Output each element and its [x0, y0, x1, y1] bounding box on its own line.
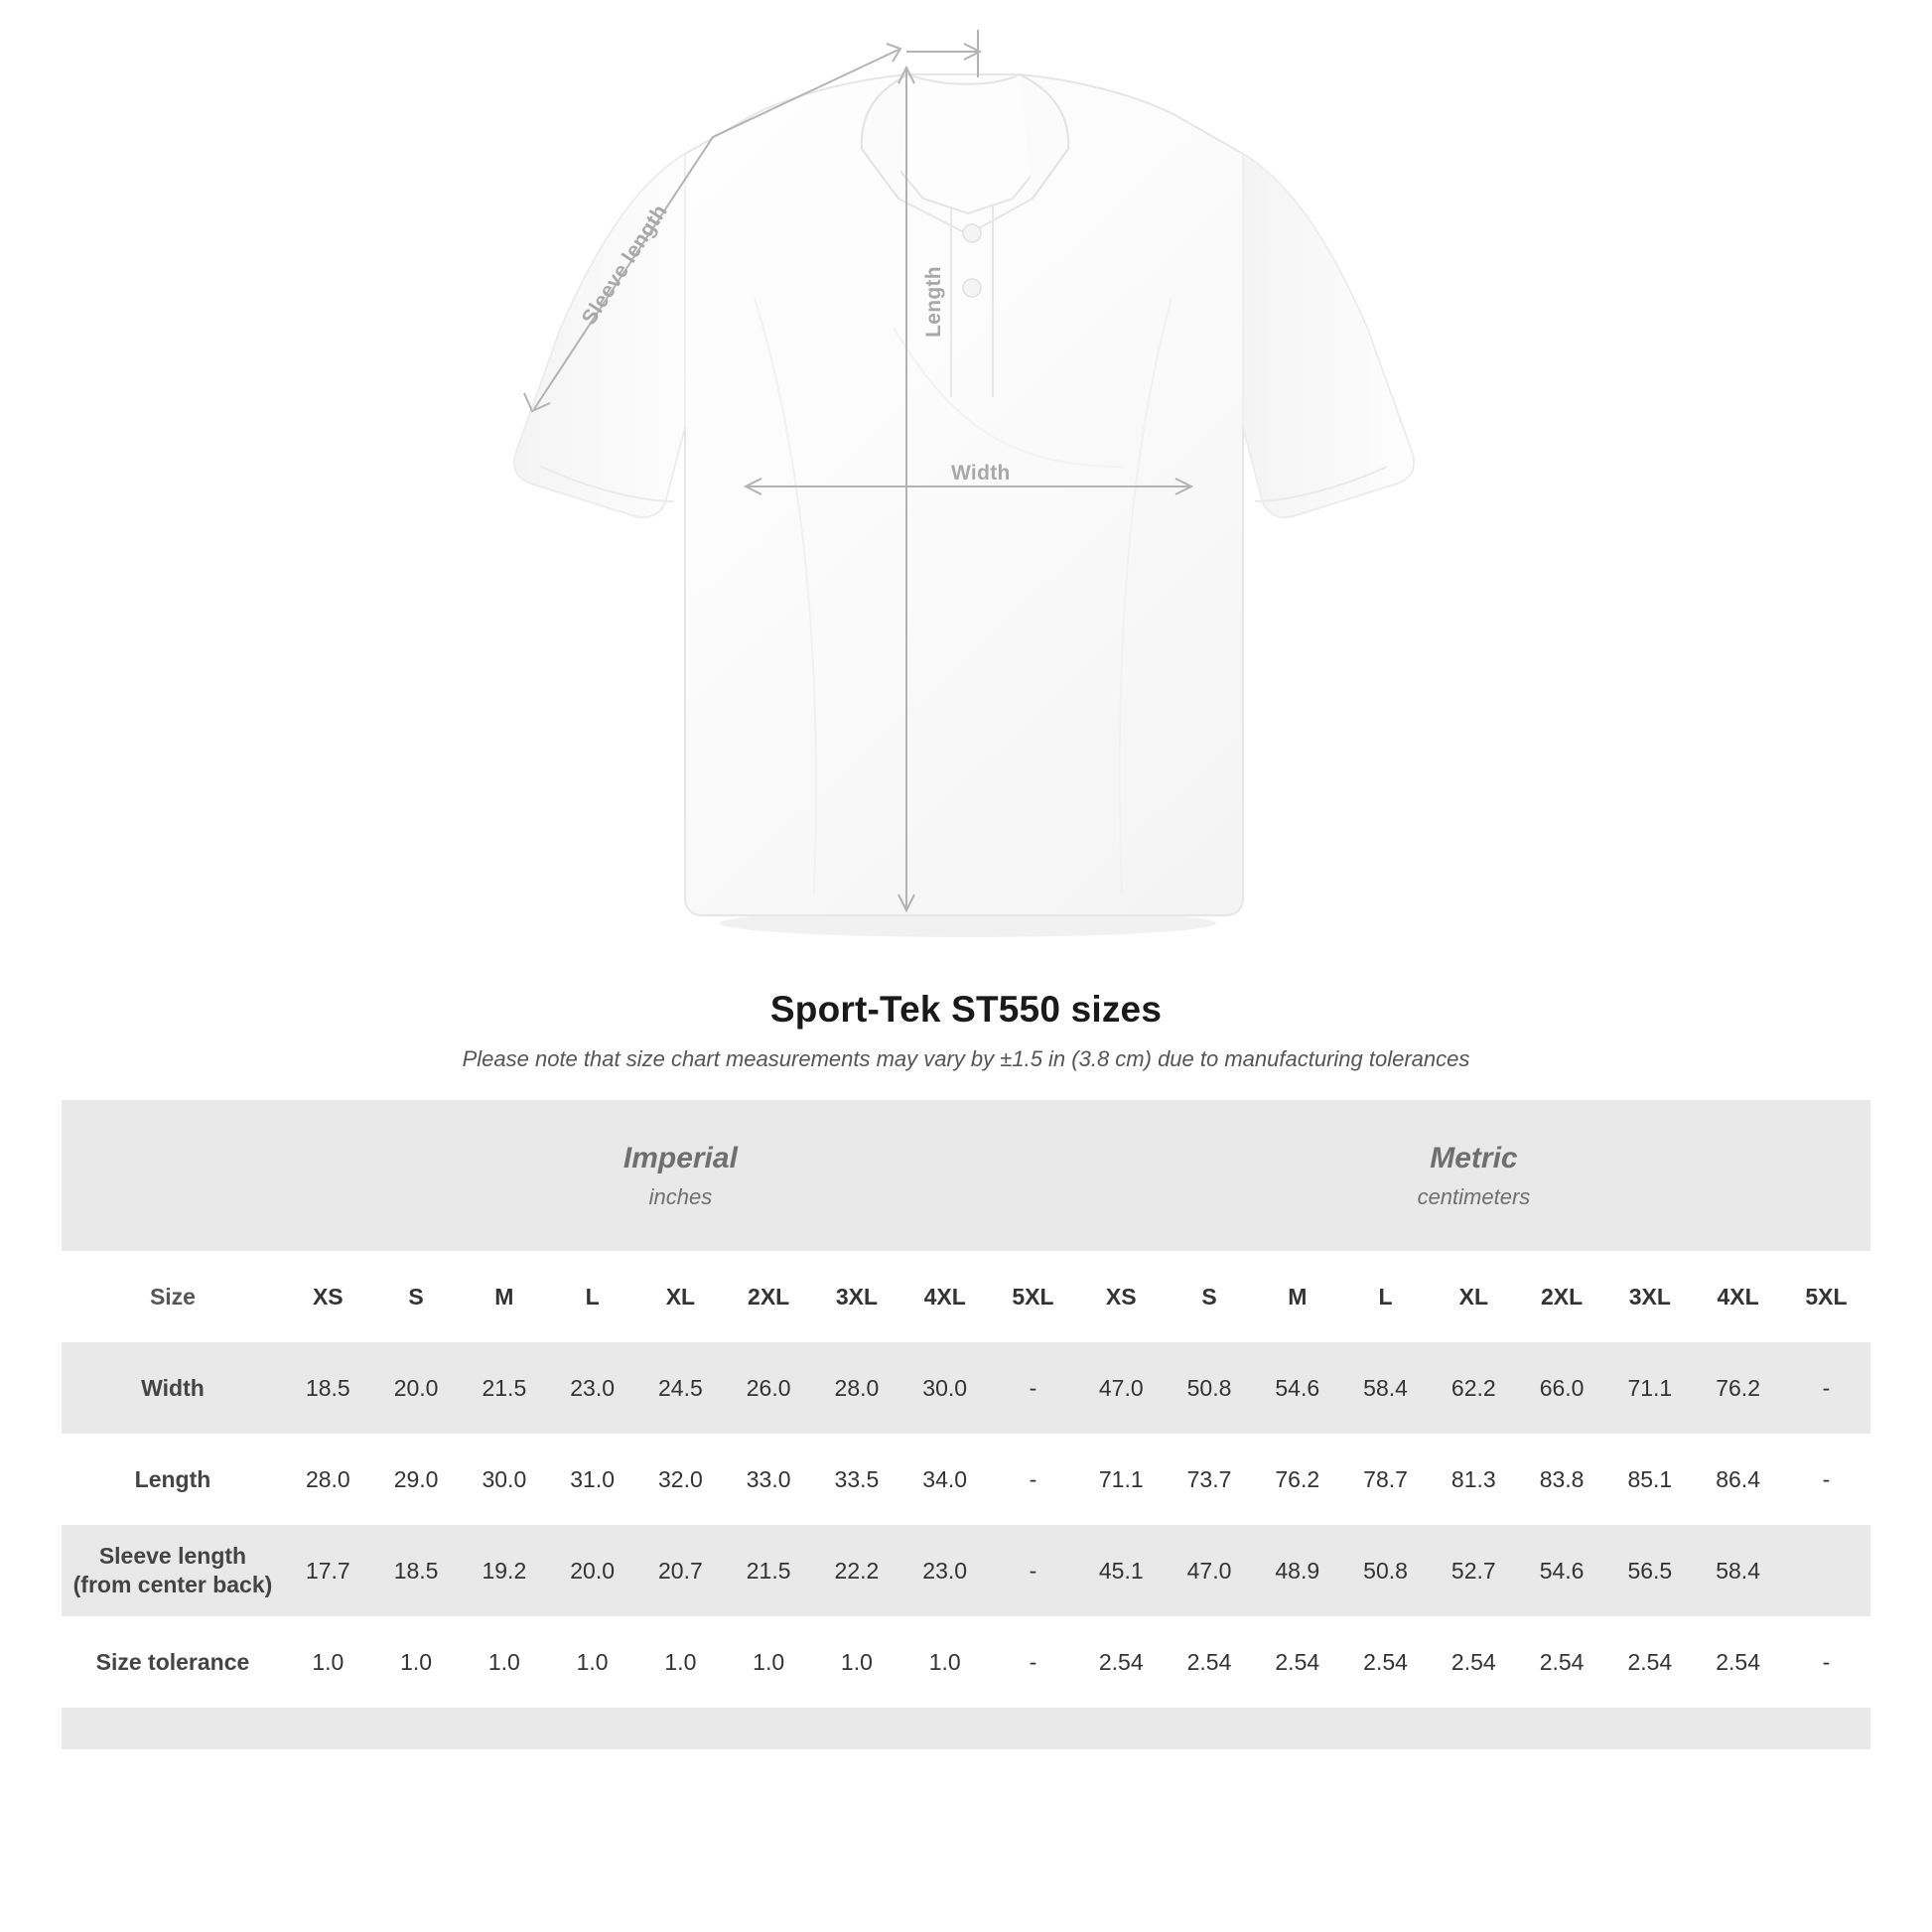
cell: 2.54 [1605, 1616, 1694, 1708]
cell: 1.0 [900, 1616, 989, 1708]
imperial-header [284, 1100, 1077, 1251]
table-row [62, 1434, 1870, 1525]
cell: 33.5 [813, 1434, 901, 1525]
row-label-line1: Sleeve length [98, 1543, 247, 1570]
col-header-met-xl: XL [1430, 1251, 1518, 1342]
cell: 1.0 [372, 1616, 461, 1708]
cell: 22.2 [813, 1525, 901, 1616]
cell: - [1782, 1616, 1870, 1708]
cell: 28.0 [813, 1342, 901, 1434]
cell: - [1782, 1342, 1870, 1434]
cell: 47.0 [1166, 1525, 1254, 1616]
cell: 1.0 [548, 1616, 636, 1708]
cell: 58.4 [1341, 1342, 1430, 1434]
cell: 2.54 [1430, 1616, 1518, 1708]
cell: 73.7 [1166, 1434, 1254, 1525]
unit-header-spacer [62, 1100, 284, 1251]
row-label-line2: (from center back) [72, 1572, 273, 1597]
col-header-imp-m: M [460, 1251, 548, 1342]
cell: 20.7 [636, 1525, 725, 1616]
cell: 24.5 [636, 1342, 725, 1434]
cell: 31.0 [548, 1434, 636, 1525]
cell: 26.0 [725, 1342, 813, 1434]
col-header-imp-xl: XL [636, 1251, 725, 1342]
cell: 47.0 [1077, 1342, 1166, 1434]
size-header-label: Size [62, 1251, 284, 1342]
cell: 50.8 [1166, 1342, 1254, 1434]
metric-label: Metric [1430, 1142, 1518, 1174]
table-footer-band [62, 1708, 1870, 1749]
col-header-imp-5xl: 5XL [989, 1251, 1077, 1342]
cell: 21.5 [460, 1342, 548, 1434]
cell: 1.0 [725, 1616, 813, 1708]
row-label-length: Length [62, 1434, 284, 1525]
cell: - [989, 1525, 1077, 1616]
col-header-met-4xl: 4XL [1694, 1251, 1782, 1342]
width-label: Width [951, 462, 1011, 484]
row-label-sleeve-length [62, 1525, 284, 1616]
cell: 32.0 [636, 1434, 725, 1525]
col-header-met-3xl: 3XL [1605, 1251, 1694, 1342]
cell: 34.0 [900, 1434, 989, 1525]
cell: 83.8 [1518, 1434, 1606, 1525]
cell: 19.2 [460, 1525, 548, 1616]
col-header-met-2xl: 2XL [1518, 1251, 1606, 1342]
cell: 58.4 [1694, 1525, 1782, 1616]
col-header-met-5xl: 5XL [1782, 1251, 1870, 1342]
col-header-imp-4xl: 4XL [900, 1251, 989, 1342]
cell: 23.0 [900, 1525, 989, 1616]
cell: 76.2 [1253, 1434, 1341, 1525]
size-table [62, 1100, 1870, 1749]
row-label-width: Width [62, 1342, 284, 1434]
cell: 2.54 [1518, 1616, 1606, 1708]
size-header-row [62, 1251, 1870, 1342]
cell: - [1782, 1434, 1870, 1525]
cell: 29.0 [372, 1434, 461, 1525]
cell: 45.1 [1077, 1525, 1166, 1616]
cell: 1.0 [813, 1616, 901, 1708]
imperial-label: Imperial [622, 1142, 738, 1174]
cell: 18.5 [284, 1342, 372, 1434]
cell: 86.4 [1694, 1434, 1782, 1525]
col-header-imp-2xl: 2XL [725, 1251, 813, 1342]
col-header-imp-s: S [372, 1251, 461, 1342]
col-header-met-l: L [1341, 1251, 1430, 1342]
table-row [62, 1525, 1870, 1616]
cell: 85.1 [1605, 1434, 1694, 1525]
cell: 30.0 [900, 1342, 989, 1434]
col-header-met-s: S [1166, 1251, 1254, 1342]
cell [1782, 1525, 1870, 1616]
cell: 48.9 [1253, 1525, 1341, 1616]
row-label-size-tolerance: Size tolerance [62, 1616, 284, 1708]
metric-header [1077, 1100, 1870, 1251]
tolerance-note: Please note that size chart measurements may vary by ±1.5 in (3.8 cm) due to manufacturing tolerances [462, 1046, 1470, 1071]
cell: 2.54 [1077, 1616, 1166, 1708]
page-title: Sport-Tek ST550 sizes [769, 989, 1163, 1030]
metric-sub: centimeters [1417, 1184, 1531, 1209]
table-row [62, 1616, 1870, 1708]
cell: - [989, 1342, 1077, 1434]
cell: 33.0 [725, 1434, 813, 1525]
size-table-container [62, 1100, 1870, 1749]
cell: 56.5 [1605, 1525, 1694, 1616]
unit-header-row [62, 1100, 1870, 1251]
cell: 20.0 [548, 1525, 636, 1616]
cell: 52.7 [1430, 1525, 1518, 1616]
cell: 76.2 [1694, 1342, 1782, 1434]
col-header-met-m: M [1253, 1251, 1341, 1342]
col-header-imp-xs: XS [284, 1251, 372, 1342]
footer-band-cell [62, 1708, 1870, 1749]
cell: 2.54 [1253, 1616, 1341, 1708]
cell: 1.0 [636, 1616, 725, 1708]
cell: 66.0 [1518, 1342, 1606, 1434]
cell: 54.6 [1253, 1342, 1341, 1434]
cell: 2.54 [1694, 1616, 1782, 1708]
imperial-sub: inches [648, 1184, 713, 1209]
table-row [62, 1342, 1870, 1434]
cell: 78.7 [1341, 1434, 1430, 1525]
cell: 30.0 [460, 1434, 548, 1525]
length-label: Length [921, 266, 945, 338]
title-block [0, 989, 1932, 1072]
cell: 21.5 [725, 1525, 813, 1616]
cell: 2.54 [1166, 1616, 1254, 1708]
cell: - [989, 1616, 1077, 1708]
cell: - [989, 1434, 1077, 1525]
cell: 18.5 [372, 1525, 461, 1616]
cell: 62.2 [1430, 1342, 1518, 1434]
col-header-met-xs: XS [1077, 1251, 1166, 1342]
cell: 54.6 [1518, 1525, 1606, 1616]
cell: 23.0 [548, 1342, 636, 1434]
cell: 28.0 [284, 1434, 372, 1525]
cell: 17.7 [284, 1525, 372, 1616]
cell: 1.0 [460, 1616, 548, 1708]
cell: 81.3 [1430, 1434, 1518, 1525]
cell: 2.54 [1341, 1616, 1430, 1708]
cell: 50.8 [1341, 1525, 1430, 1616]
sleeve-length-label: Sleeve length [577, 201, 672, 330]
col-header-imp-l: L [548, 1251, 636, 1342]
cell: 20.0 [372, 1342, 461, 1434]
col-header-imp-3xl: 3XL [813, 1251, 901, 1342]
cell: 1.0 [284, 1616, 372, 1708]
cell: 71.1 [1077, 1434, 1166, 1525]
cell: 71.1 [1605, 1342, 1694, 1434]
